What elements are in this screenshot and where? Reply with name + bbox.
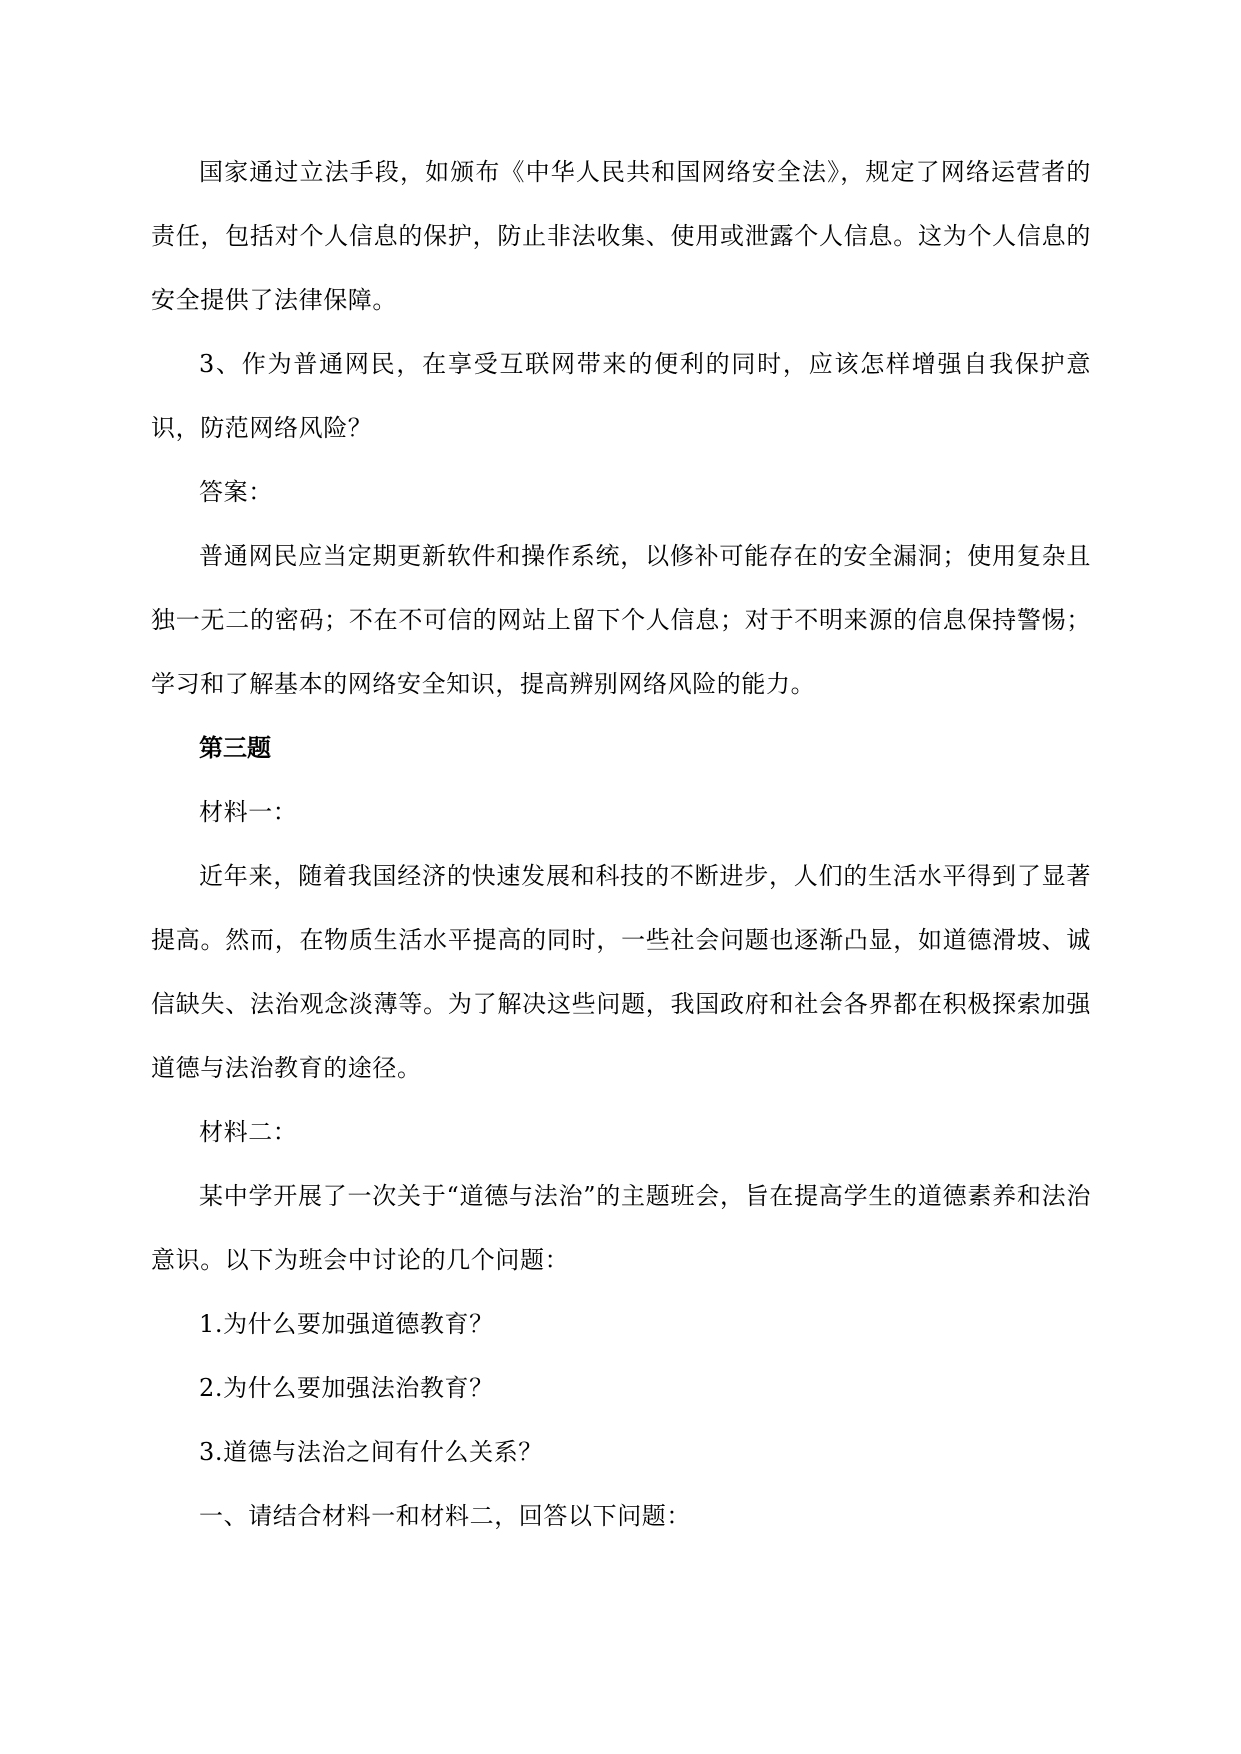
discussion-question-2: 2.为什么要加强法治教育？ bbox=[199, 1374, 494, 1402]
question-3: 3、作为普通网民，在享受互联网带来的便利的同时，应该怎样增强自我保护意识，防范网络风险？ bbox=[151, 350, 1091, 442]
paragraph-material-one: 近年来，随着我国经济的快速发展和科技的不断进步，人们的生活水平得到了显著提高。然而，在物质生活水平提高的同时，一些社会问题也逐渐凸显，如道德滑坡、诚信缺失、法治观念淡薄等。为了解决这些问题，我国政府和社会各界都在积极探索加强道德与法治教育的途径。 bbox=[151, 862, 1091, 1082]
paragraph-law-protection: 国家通过立法手段，如颁布《中华人民共和国网络安全法》，规定了网络运营者的责任，包括对个人信息的保护，防止非法收集、使用或泄露个人信息。这为个人信息的安全提供了法律保障。 bbox=[151, 158, 1091, 314]
discussion-question-1: 1.为什么要加强道德教育？ bbox=[199, 1310, 494, 1338]
material-two-label: 材料二： bbox=[199, 1118, 298, 1146]
section-heading: 第三题 bbox=[199, 734, 271, 762]
material-one-label: 材料一： bbox=[199, 798, 298, 826]
page-content bbox=[151, 140, 1091, 1548]
task-prompt: 一、请结合材料一和材料二，回答以下问题： bbox=[199, 1502, 691, 1530]
answer-label: 答案： bbox=[199, 478, 273, 506]
discussion-question-3: 3.道德与法治之间有什么关系？ bbox=[199, 1438, 543, 1466]
paragraph-answer: 普通网民应当定期更新软件和操作系统，以修补可能存在的安全漏洞；使用复杂且独一无二的密码；不在不可信的网站上留下个人信息；对于不明来源的信息保持警惕；学习和了解基本的网络安全知识，提高辨别网络风险的能力。 bbox=[151, 542, 1091, 698]
paragraph-material-two: 某中学开展了一次关于“道德与法治”的主题班会，旨在提高学生的道德素养和法治意识。以下为班会中讨论的几个问题： bbox=[151, 1182, 1091, 1274]
